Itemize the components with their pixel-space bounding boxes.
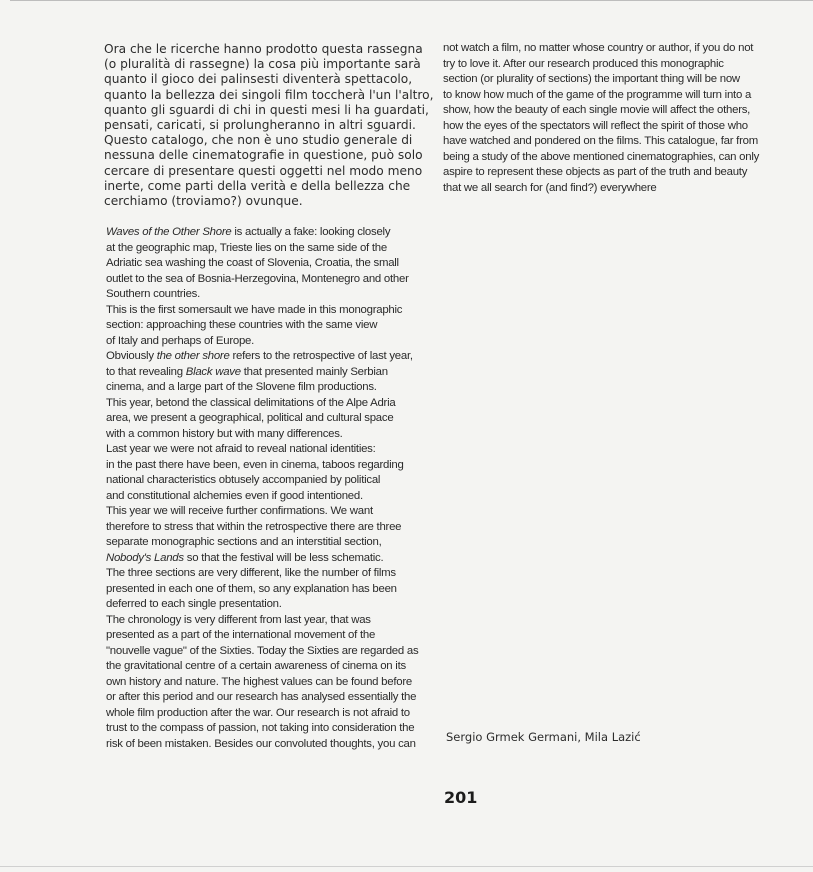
italian-line: quanto la bellezza dei singoli film toccherà l'un l'altro,	[104, 87, 434, 102]
english-line: being a study of the above mentioned cinematographies, can only	[443, 150, 760, 163]
bottom-rule	[0, 866, 813, 867]
english-line: national characteristics obtusely accompanied by political	[106, 474, 381, 486]
english-line: aspire to represent these objects as part of the truth and beauty	[443, 166, 748, 178]
english-line: presented in each one of them, so any explanation has been	[106, 582, 397, 595]
english-line: Last year we were not afraid to reveal national identities:	[106, 443, 376, 455]
english-line: The three sections are very different, like the number of films	[106, 567, 396, 579]
english-line: in the past there have been, even in cinema, taboos regarding	[106, 458, 404, 471]
italian-line: nessuna delle cinematografie in questione, può solo	[104, 148, 423, 163]
english-line: Obviously the other shore refers to the retrospective of last year,	[106, 350, 413, 362]
english-line: This year, betond the classical delimitations of the Alpe Adria	[106, 396, 396, 409]
english-line: how the eyes of the spectators will reflect the spirit of those who	[443, 119, 748, 132]
english-line: at the geographic map, Trieste lies on the same side of the	[106, 241, 387, 254]
english-line: This year we will receive further confirmations. We want	[106, 505, 373, 517]
english-line: and constitutional alchemies even if good intentioned.	[106, 489, 363, 502]
top-rule	[10, 0, 813, 1]
english-line: show, how the beauty of each single movie will affect the others,	[443, 104, 751, 116]
page-number: 201	[444, 788, 478, 807]
english-line: "nouvelle vague" of the Sixties. Today the Sixties are regarded as	[106, 644, 419, 657]
english-line: to that revealing Black wave that presented mainly Serbian	[106, 365, 388, 378]
english-line: to know how much of the game of the programme will turn into a	[443, 88, 752, 101]
english-line: have watched and pondered on the films. This catalogue, far from	[443, 135, 758, 147]
italian-line: pensati, caricati, si prolungheranno in altri sguardi.	[104, 118, 416, 133]
english-line: risk of been mistaken. Besides our convoluted thoughts, you can	[106, 737, 416, 750]
english-paragraph-left	[106, 225, 428, 752]
english-line: outlet to the sea of Bosnia-Herzegovina, Montenegro and other	[106, 272, 409, 285]
italian-line: Questo catalogo, che non è uno studio generale di	[104, 133, 413, 148]
italic-phrase: Nobody's Lands	[106, 551, 184, 564]
english-line: Adriatic sea washing the coast of Slovenia, Croatia, the small	[106, 257, 399, 269]
italian-line: cercare di presentare questi oggetti nel modo meno	[104, 163, 423, 178]
italian-line: cerchiamo (troviamo?) ovunque.	[104, 194, 303, 209]
english-paragraph-right	[443, 41, 763, 196]
italian-line: Ora che le ricerche hanno prodotto questa rassegna	[104, 42, 423, 56]
english-line: presented as a part of the international movement of the	[106, 629, 376, 641]
english-line: trust to the compass of passion, not taking into consideration the	[106, 722, 415, 734]
english-line: with a common history but with many differences.	[106, 427, 343, 440]
italian-paragraph	[104, 42, 434, 209]
english-line: therefore to stress that within the retrospective there are three	[106, 520, 402, 533]
italic-phrase: the other shore	[156, 350, 230, 362]
italic-phrase: Black wave	[185, 365, 241, 378]
italian-line: quanto gli sguardi di chi in questi mesi li ha guardati,	[104, 102, 429, 117]
author-signature: Sergio Grmek Germani, Mila Lazić	[446, 730, 641, 744]
english-line: deferred to each single presentation.	[106, 598, 282, 610]
english-line: whole film production after the war. Our research is not afraid to	[106, 706, 410, 719]
english-line: own history and nature. The highest values can be found before	[106, 675, 412, 688]
english-line: area, we present a geographical, political and cultural space	[106, 412, 394, 424]
italian-line: quanto il gioco dei palinsesti diventerà spettacolo,	[104, 72, 413, 87]
english-line: or after this period and our research has analysed essentially the	[106, 691, 417, 703]
english-line: section: approaching these countries with the same view	[106, 319, 378, 331]
italian-line: inerte, come parti della verità e della bellezza che	[104, 178, 411, 193]
english-line: try to love it. After our research produced this monographic	[443, 57, 724, 70]
english-line: Waves of the Other Shore is actually a fake: looking closely	[106, 226, 391, 238]
english-line: separate monographic sections and an interstitial section,	[106, 536, 382, 548]
english-line: Southern countries.	[106, 288, 201, 300]
english-line: This is the first somersault we have made in this monographic	[106, 303, 403, 316]
english-line: not watch a film, no matter whose country or author, if you do not	[443, 42, 754, 54]
italian-line: (o pluralità di rassegne) la cosa più importante sarà	[104, 57, 421, 72]
english-line: cinema, and a large part of the Slovene film productions.	[106, 381, 377, 393]
english-line: Nobody's Lands so that the festival will be less schematic.	[106, 551, 384, 564]
english-line: section (or plurality of sections) the important thing will be now	[443, 73, 740, 85]
film-title-italic: Waves of the Other Shore	[106, 226, 232, 238]
english-line: that we all search for (and find?) everywhere	[443, 181, 657, 194]
english-line: of Italy and perhaps of Europe.	[106, 334, 255, 347]
english-line: The chronology is very different from last year, that was	[106, 613, 371, 626]
english-line: the gravitational centre of a certain awareness of cinema on its	[106, 660, 406, 672]
